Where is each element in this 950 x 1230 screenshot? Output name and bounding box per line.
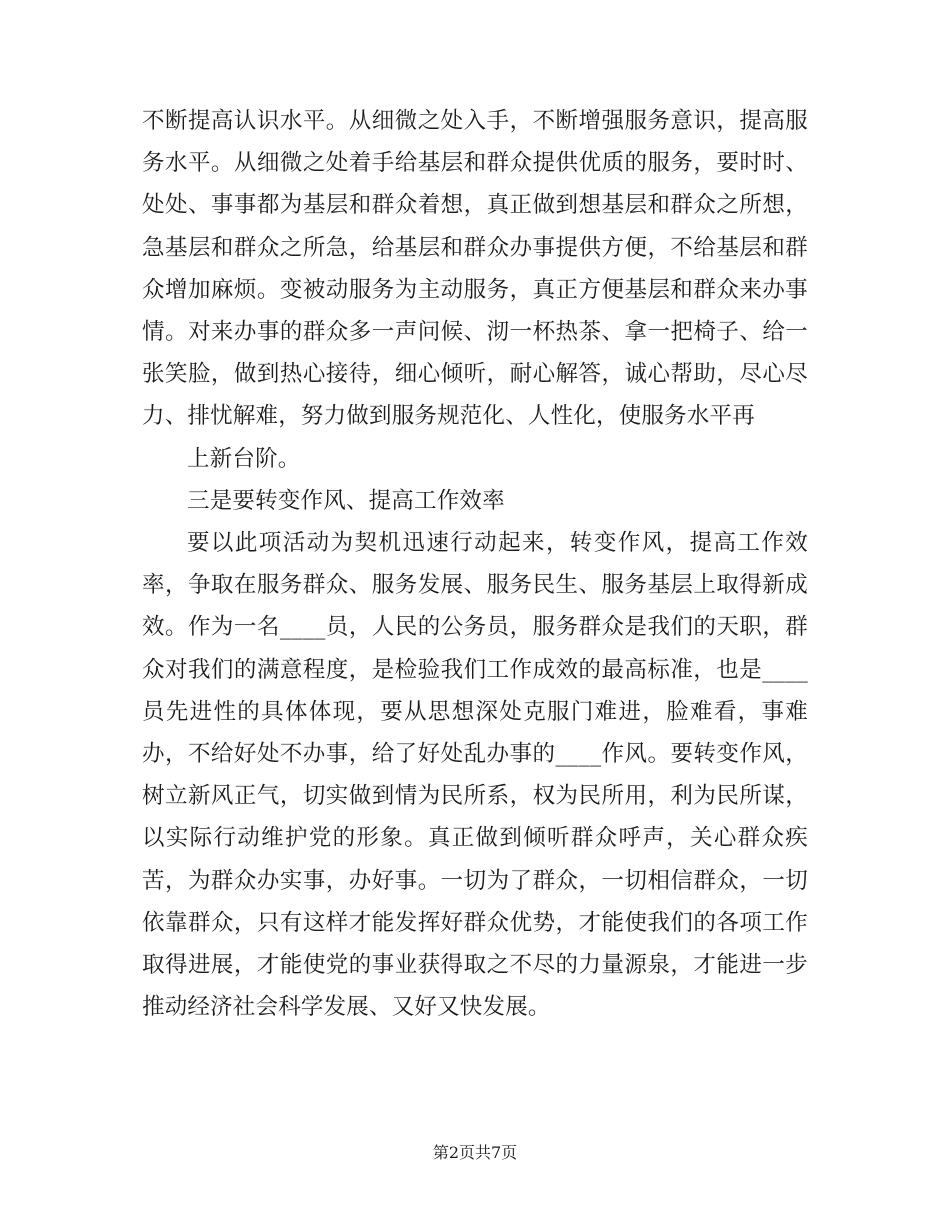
- section-heading-work-style: 三是要转变作风、提高工作效率: [187, 487, 505, 514]
- paragraph-work-efficiency: 要以此项活动为契机迅速行动起来，转变作风，提高工作效率，争取在服务群众、服务发展、服务民生、服务基层上取得新成效。作为一名____员，人民的公务员，服务群众是我们的天职，群众对我们的满意程度，是检验我们工作成效的最高标准，也是____员先进性的具体体现，要从思想深处克服门难进，脸难看，事难办，不给好处不办事，给了好处乱办事的____作风。要转变作风，树立新风正气，切实做到情为民所系，权为民所用，利为民所谋，以实际行动维护党的形象。真正做到倾听群众呼声，关心群众疾苦，为群众办实事，办好事。一切为了群众，一切相信群众，一切依靠群众，只有这样才能发挥好群众优势，才能使我们的各项工作取得进展，才能使党的事业获得取之不尽的力量源泉，才能进一步推动经济社会科学发展、又好又快发展。: [142, 530, 808, 1021]
- paragraph-service-awareness: 不断提高认识水平。从细微之处入手，不断增强服务意识，提高服务水平。从细微之处着手给基层和群众提供优质的服务，要时时、处处、事事都为基层和群众着想，真正做到想基层和群众之所想，急基层和群众之所急，给基层和群众办事提供方便，不给基层和群众增加麻烦。变被动服务为主动服务，真正方便基层和群众来办事情。对来办事的群众多一声问候、沏一杯热茶、拿一把椅子、给一张笑脸，做到热心接待，细心倾听，耐心解答，诚心帮助，尽心尽力、排忧解难，努力做到服务规范化、人性化，使服务水平再: [142, 108, 808, 430]
- document-body: [142, 100, 808, 1028]
- paragraph-new-level: 上新台阶。: [187, 445, 301, 472]
- page-number-footer: 第2页共7页: [432, 1143, 518, 1162]
